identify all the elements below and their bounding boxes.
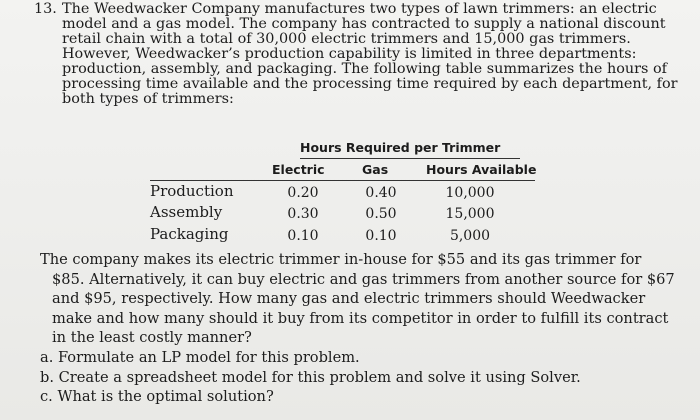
body-line: in the least costly manner?: [52, 329, 252, 346]
cell-production-available: 10,000: [445, 185, 495, 201]
cell-assembly-available: 15,000: [445, 206, 495, 222]
question-a: a. Formulate an LP model for this problem.: [40, 349, 360, 366]
problem-line: The Weedwacker Company manufactures two types of lawn trimmers: an electric: [62, 1, 657, 17]
cell-assembly-gas: 0.50: [365, 206, 397, 222]
cell-packaging-electric: 0.10: [287, 228, 319, 244]
problem-line: model and a gas model. The company has contracted to supply a national discount: [62, 16, 666, 32]
cell-assembly-electric: 0.30: [287, 206, 319, 222]
cell-packaging-available: 5,000: [449, 228, 491, 244]
row-label-production: Production: [150, 182, 234, 200]
cell-packaging-gas: 0.10: [365, 228, 397, 244]
body-line: make and how many should it buy from its competitor in order to fulfill its contract: [52, 309, 669, 327]
problem-statement: [34, 1, 678, 107]
column-header-electric: Electric: [272, 162, 325, 177]
body-line: $85. Alternatively, it can buy electric and gas trimmers from another source for $67: [52, 270, 675, 288]
table-group-header: Hours Required per Trimmer: [300, 140, 520, 159]
problem-line: production, assembly, and packaging. The following table summarizes the hours of: [62, 61, 667, 77]
column-header-hours-available: Hours Available: [426, 162, 537, 177]
problem-line: processing time available and the processing time required by each department, for: [62, 76, 678, 92]
body-line: and $95, respectively. How many gas and electric trimmers should Weedwacker: [52, 290, 646, 307]
question-list: [40, 348, 660, 407]
body-line: The company makes its electric trimmer in-house for $55 and its gas trimmer for: [40, 251, 642, 268]
cell-production-gas: 0.40: [365, 185, 397, 201]
problem-line: However, Weedwacker’s production capability is limited in three departments:: [62, 46, 637, 62]
problem-line: both types of trimmers:: [62, 91, 234, 107]
header-rule: [150, 180, 535, 181]
problem-body: [40, 250, 675, 348]
problem-number: 13.: [34, 1, 57, 17]
question-c: c. What is the optimal solution?: [40, 388, 274, 405]
problem-line: retail chain with a total of 30,000 electric trimmers and 15,000 gas trimmers.: [62, 31, 631, 47]
row-label-packaging: Packaging: [150, 225, 229, 243]
cell-production-electric: 0.20: [287, 185, 319, 201]
question-b: b. Create a spreadsheet model for this problem and solve it using Solver.: [40, 368, 581, 386]
row-label-assembly: Assembly: [150, 203, 223, 221]
column-header-gas: Gas: [362, 162, 389, 177]
problem-paragraph: [62, 1, 678, 107]
